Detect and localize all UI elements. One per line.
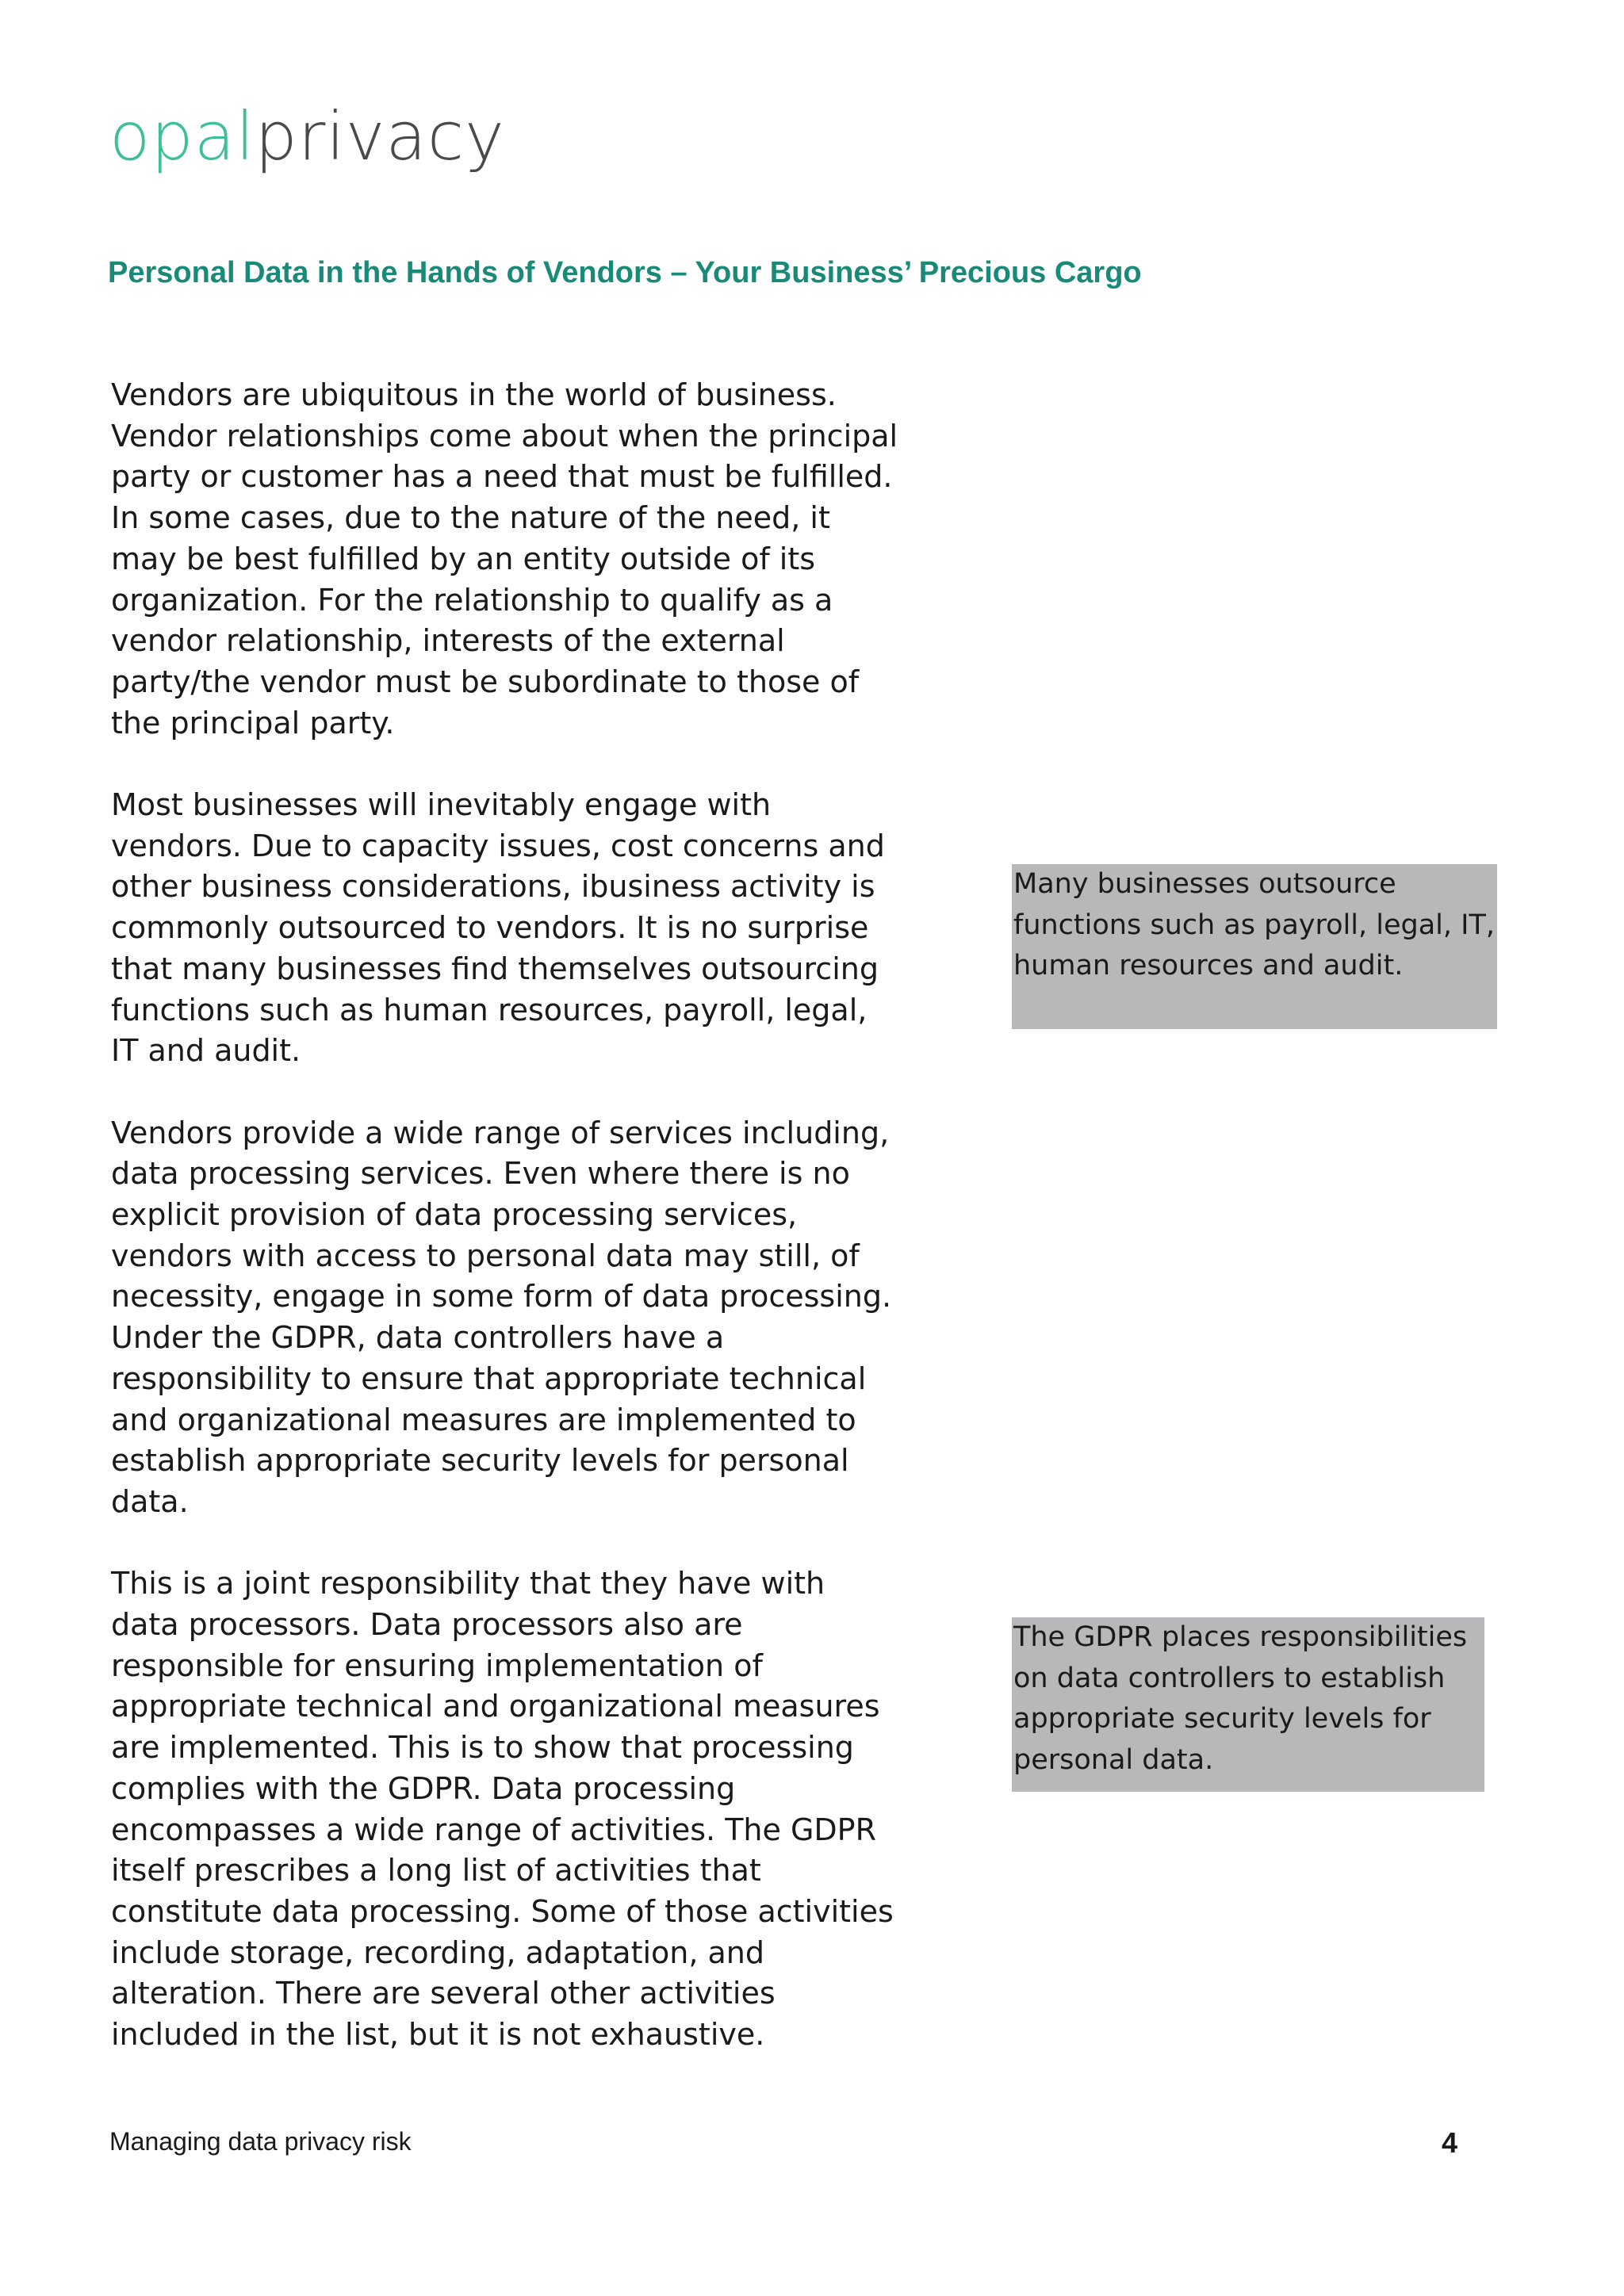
pullquote-outsourcing: Many businesses outsource functions such as payroll, legal, IT, human resources and audit. — [1012, 864, 1497, 1029]
page-number: 4 — [1442, 2126, 1458, 2159]
paragraph-4: This is a joint responsibility that they have with data processors. Data processors also are responsible for ensuring implementation of appropriate technical and organizational measures are implemented. This is to show that processing complies with the GDPR. Data processing encompasses a wide range of activities. The GDPR itself prescribes a long list of activities that constitute data processing. Some of those activities include storage, recording, adaptation, and alteration. There are several other activities included in the list, but it is not exhaustive. — [111, 1566, 894, 2053]
body-text — [111, 375, 904, 2096]
logo-opal: opal — [109, 98, 255, 175]
footer-title: Managing data privacy risk — [109, 2127, 412, 2156]
logo-privacy: privacy — [255, 98, 505, 175]
paragraph-3: Vendors provide a wide range of services including, data processing services. Even where there is no explicit provision of data processing services, vendors with access to personal data may still, of necessity, engage in some form of data processing. Under the GDPR, data controllers have a responsibility to ensure that appropriate technical and organizational measures are implemented to establish appropriate security levels for personal data. — [111, 1115, 892, 1519]
opalprivacy-logo — [109, 98, 505, 175]
paragraph-1: Vendors are ubiquitous in the world of business. Vendor relationships come about when the principal party or customer has a need that must be fulfilled. In some cases, due to the nature of the need, it may be best fulfilled by an entity outside of its organization. For the relationship to qualify as a vendor relationship, interests of the external party/the vendor must be subordinate to those of the principal party. — [111, 377, 898, 740]
paragraph-2: Most businesses will inevitably engage with vendors. Due to capacity issues, cost concerns and other business considerations, ibusiness activity is commonly outsourced to vendors. It is no surprise that many businesses find themselves outsourcing functions such as human resources, payroll, legal, IT and audit. — [111, 787, 885, 1069]
pullquote-gdpr: The GDPR places responsibilities on data controllers to establish appropriate security levels for personal data. — [1012, 1617, 1484, 1792]
page-title: Personal Data in the Hands of Vendors – Your Business’ Precious Cargo — [108, 256, 1142, 289]
